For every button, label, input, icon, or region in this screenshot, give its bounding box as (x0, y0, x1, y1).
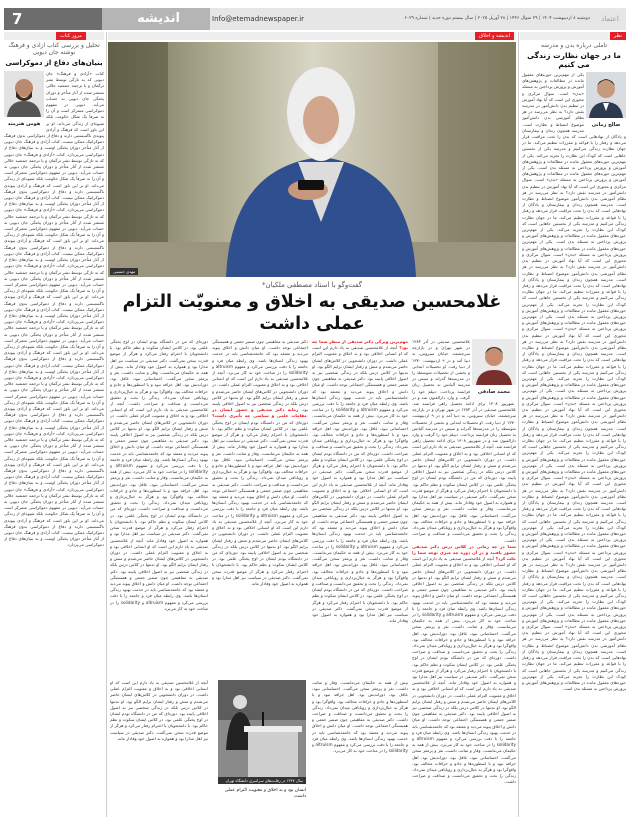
body-text: دکتر صدیقی به مفاهیمی چون ضمیر جمعی و همبستگی اجتماعی توجه داشت. او میان دانش و اخلاق پیوند می‌دید و معتقد بود که جامعه‌شناسی باید در خدمت بهبود زندگی انسان‌ها باشد. وی رابطه میان فرد و جامعه را با دقت بررسی می‌کرد و مفهوم altruism و solidarity را در مباحث خود به کار می‌برد. (110, 568, 208, 611)
body-text: بیش از همه به حکیمان می‌مانست. وقار و متانت داشت، نغز و پرمغز سخن می‌گفت. احساساتی نبود، عاقل بود، دوراندیش بود. اهل خرافه نبود و با اسطوره‌ها و جادو و خرافات مخالف بود. واقع‌گرا بود و هرگز به خیال‌پردازی و رویابافی میدان نمی‌داد. زندگی را بحث و تحقیق می‌دانست و صداقت و صراحت داشت. (312, 549, 408, 593)
body-text: آنچه از غلامحسین صدیقی به یاد دارم این است که او انسانی اخلاقی بود و به اخلاق و معنویت التزام عملی داشت. در دوران دانشجویی در کلاس‌های ایشان حاضر می‌شدم و منش و رفتار ایشان برایم الگو بود. او نه‌تنها در کلاس درس بلکه در زندگی شخصی نیز به اصول اخلاقی پایبند بود. (110, 680, 208, 717)
author-name: هومن هنرمند (7, 121, 41, 127)
main-column-4 (110, 339, 208, 674)
article-body: کتاب «آزادی و فرهنگ» جان دیویی که به تازگی توسط نشر ترگمان و با ترجمه جمشید جلالی منتشر شده از آثار متأخر و دوران پختگی جان دیویی به حساب می‌آید. دیویی در مفهوم دموکراسی متمرکز است و آن را نه صرفاً یک شکل حکومت بلکه شیوه‌ای از زندگی می‌داند. او بر این باور است که فرهنگ و آزادی پیوندی ناگسستنی دارند و دفاع از دموکراسی بدون فرهنگ دموکراتیک ممکن نیست. کتاب آزادی و فرهنگ جان دیویی از آثار متأخر دوران پختگی اوست و به بنیان‌های دفاع از دموکراسی می‌پردازد. (4, 486, 104, 548)
body-text: بیش از همه به حکیمان می‌مانست. وقار و متانت داشت، نغز و پرمغز سخن می‌گفت. احساساتی نبود، عاقل بود، دوراندیش بود. اهل خرافه نبود و با اسطوره‌ها و جادو و خرافات مخالف بود. واقع‌گرا بود و هرگز به خیال‌پردازی و رویابافی میدان نمی‌داد. زندگی را بحث و تحقیق می‌دانست و صداقت و صراحت داشت. (212, 444, 308, 487)
body-text: دوره‌ای که من در دانشگاه بودم ایشان در اوج پختگی علمی بود. در کلاس ایشان سکوت و نظم حاکم بود. با دانشجویان با احترام رفتار می‌کرد و هرگز از موضع قدرت سخن نمی‌گفت. دکتر صدیقی در سیاست نیز اهل مدارا بود و همواره به اصول خود وفادار ماند. (110, 339, 208, 369)
article-body: کتاب «آزادی و فرهنگ» جان دیویی که به تازگی توسط نشر ترگمان و با ترجمه جمشید جلالی منتشر شده از آثار متأخر و دوران پختگی جان دیویی به حساب می‌آید. دیویی در مفهوم دموکراسی متمرکز است و آن را نه صرفاً یک شکل حکومت بلکه شیوه‌ای از زندگی می‌داند. او بر این باور است که فرهنگ و آزادی پیوندی ناگسستنی دارند و دفاع از دموکراسی بدون فرهنگ دموکراتیک ممکن نیست. کتاب آزادی و فرهنگ جان دیویی از آثار متأخر دوران پختگی اوست و به بنیان‌های دفاع از دموکراسی می‌پردازد. (4, 207, 104, 269)
body-text: دکتر صدیقی به مفاهیمی چون ضمیر جمعی و همبستگی اجتماعی توجه داشت. او میان دانش و اخلاق پیوند می‌دید و معتقد بود که جامعه‌شناسی باید در خدمت بهبود زندگی انسان‌ها باشد. وی رابطه میان فرد و جامعه را با دقت بررسی می‌کرد و مفهوم altruism و solidarity را در مباحث خود به کار می‌برد. (312, 376, 408, 419)
article-body: یکی از مهم‌ترین حوزه‌های مغفول مانده در مطالعات و پژوهش‌های آموزش و پرورش پرداختن به مسئله «بدن» است. سوال مرکزی و محوری این است که آیا نهاد آموزش در تنظیم بدن دانش‌آموز در مدرسه نقش دارد؟ به نظر می‌رسد در هر نظام آموزشی بدن دانش‌آموز موضوع انضباط و نظارت است. مدرسه همچون زندان و بیمارستان و پادگان از نهادهایی است که بدن را تحت مراقبت قرار می‌دهد و رفتار را با قواعد و مقررات تنظیم می‌کند. ما در جهان نظارت زندگی می‌کنیم و مدرسه یکی از نخستین جاهایی است که کودک این نظارت را تجربه می‌کند. یکی از مهم‌ترین حوزه‌های مغفول مانده در مطالعات و پژوهش‌های آموزش و پرورش پرداختن به مسئله بدن است. (522, 388, 626, 468)
section-bar-main (108, 32, 516, 40)
photo-caption: سال ۱۳۴۷ در رقابت‌های سراسری دانشگاه تهران (218, 777, 306, 784)
page-number: 7 (4, 8, 102, 30)
article-body: کتاب «آزادی و فرهنگ» جان دیویی که به تازگی توسط نشر ترگمان و با ترجمه جمشید جلالی منتشر شده از آثار متأخر و دوران پختگی جان دیویی به حساب می‌آید. دیویی در مفهوم دموکراسی متمرکز است و آن را نه صرفاً یک شکل حکومت بلکه شیوه‌ای از زندگی می‌داند. او بر این باور است که فرهنگ و آزادی پیوندی ناگسستنی دارند و دفاع از دموکراسی بدون فرهنگ دموکراتیک ممکن نیست. کتاب آزادی و فرهنگ جان دیویی از آثار متأخر دوران پختگی اوست و به بنیان‌های دفاع از دموکراسی می‌پردازد. (4, 71, 104, 157)
archive-photo (218, 680, 306, 784)
main-column-4b (110, 680, 208, 804)
body-text: بیش از همه به حکیمان می‌مانست. وقار و متانت داشت، نغز و پرمغز سخن می‌گفت. احساساتی نبود، عاقل بود، دوراندیش بود. اهل خرافه نبود و با اسطوره‌ها و جادو و خرافات مخالف بود. واقع‌گرا بود و هرگز به خیال‌پردازی و رویابافی میدان نمی‌داد. زندگی را بحث و تحقیق می‌دانست و صداقت و صراحت داشت. (110, 469, 208, 512)
date-line (330, 8, 590, 30)
body-text: دکتر صدیقی به مفاهیمی چون ضمیر جمعی و همبستگی اجتماعی توجه داشت. او میان دانش و اخلاق پیوند می‌دید و معتقد بود که جامعه‌شناسی باید در خدمت بهبود زندگی انسان‌ها باشد. وی رابطه میان فرد و جامعه را با دقت بررسی می‌کرد و مفهوم altruism و solidarity را در مباحث خود به کار می‌برد. (312, 512, 408, 555)
main-headline: غلامحسین صدیقی به اخلاق و معنویّت التزام عملی داشت (122, 292, 502, 334)
main-kicker: گفت‌وگو با استاد مصطفی ملکیان* (262, 281, 362, 289)
article-body: یکی از مهم‌ترین حوزه‌های مغفول مانده در مطالعات و پژوهش‌های آموزش و پرورش پرداختن به مسئله «بدن» است. سوال مرکزی و محوری این است که آیا نهاد آموزش در تنظیم بدن دانش‌آموز در مدرسه نقش دارد؟ به نظر می‌رسد در هر نظام آموزشی بدن دانش‌آموز موضوع انضباط و نظارت است. مدرسه همچون زندان و بیمارستان و پادگان از نهادهایی است که بدن را تحت مراقبت قرار می‌دهد و رفتار را با قواعد و مقررات تنظیم می‌کند. ما در جهان نظارت زندگی می‌کنیم و مدرسه یکی از نخستین جاهایی است که کودک این نظارت را تجربه می‌کند. یکی از مهم‌ترین حوزه‌های مغفول مانده در مطالعات و پژوهش‌های آموزش و پرورش پرداختن به مسئله بدن است. (522, 165, 626, 245)
article-body: یکی از مهم‌ترین حوزه‌های مغفول مانده در مطالعات و پژوهش‌های آموزش و پرورش پرداختن به مسئله «بدن» است. سوال مرکزی و محوری این است که آیا نهاد آموزش در تنظیم بدن دانش‌آموز در مدرسه نقش دارد؟ به نظر می‌رسد در هر نظام آموزشی بدن دانش‌آموز موضوع انضباط و نظارت است. مدرسه همچون زندان و بیمارستان و پادگان از نهادهایی است که بدن را تحت مراقبت قرار می‌دهد و رفتار را با قواعد و مقررات تنظیم می‌کند. ما در جهان نظارت زندگی می‌کنیم و مدرسه یکی از نخستین جاهایی است که کودک این نظارت را تجربه می‌کند. یکی از مهم‌ترین حوزه‌های مغفول مانده در مطالعات و پژوهش‌های آموزش و پرورش پرداختن به مسئله بدن است. (522, 462, 626, 543)
article-body: یکی از مهم‌ترین حوزه‌های مغفول مانده در مطالعات و پژوهش‌های آموزش و پرورش پرداختن به مسئله «بدن» است. سوال مرکزی و محوری این است که آیا نهاد آموزش در تنظیم بدن دانش‌آموز در مدرسه نقش دارد؟ به نظر می‌رسد در هر نظام آموزشی بدن دانش‌آموز موضوع انضباط و نظارت است. مدرسه همچون زندان و بیمارستان و پادگان از نهادهایی است که بدن را تحت مراقبت قرار می‌دهد و رفتار را با قواعد و مقررات تنظیم می‌کند. ما در جهان نظارت زندگی می‌کنیم و مدرسه یکی از نخستین جاهایی است که کودک این نظارت را تجربه می‌کند. یکی از مهم‌ترین حوزه‌های مغفول مانده در مطالعات و پژوهش‌های آموزش و پرورش پرداختن به مسئله بدن است. (522, 239, 626, 319)
photo-pullquote: انسان بود و به اخلاق و معنویت التزام عملی داشت. (224, 788, 306, 799)
body-text: دوره‌ای که من در دانشگاه بودم ایشان در اوج پختگی علمی بود. در کلاس ایشان سکوت و نظم حاکم بود. با دانشجویان با احترام رفتار می‌کرد و هرگز از موضع قدرت سخن نمی‌گفت. دکتر صدیقی در سیاست نیز اهل مدارا بود و همواره به اصول خود وفادار ماند. (412, 655, 516, 686)
article-kicker: تحلیل و بررسی کتاب آزادی و فرهنگ نوشته جان دیویی (8, 42, 100, 56)
article-body: کتاب «آزادی و فرهنگ» جان دیویی که به تازگی توسط نشر ترگمان و با ترجمه جمشید جلالی منتشر شده از آثار متأخر و دوران پختگی جان دیویی به حساب می‌آید. دیویی در مفهوم دموکراسی متمرکز است و آن را نه صرفاً یک شکل حکومت بلکه شیوه‌ای از زندگی می‌داند. او بر این باور است که فرهنگ و آزادی پیوندی ناگسستنی دارند و دفاع از دموکراسی بدون فرهنگ دموکراتیک ممکن نیست. کتاب آزادی و فرهنگ جان دیویی از آثار متأخر دوران پختگی اوست و به بنیان‌های دفاع از دموکراسی می‌پردازد. (4, 319, 104, 380)
divider (518, 32, 519, 817)
intro-text: غلامحسین صدیقی در آذر ۱۲۸۴ در شهر تهران و در بازارچه سرچشمه، خیابان سیروس، به دنیا آمد و در ۹ اردیبهشت ۱۳۷۰ از دنیا رفت. او تحصیلات ابتدایی و بخشی از تحصیلات متوسطه را در مدرسه‌ها گذراند و سپس در مدرسه آلیانس به تحصیل زبان فرانسه پرداخت. دیپلم خود را گرفت و وارد دارالفنون شد و در شهریور ۱۳۰۸ برای ادامه تحصیل راهی فرانسه شد. (412, 339, 515, 407)
body-text: آنچه از غلامحسین صدیقی به یاد دارم این است که او انسانی اخلاقی بود و به اخلاق و معنویت التزام عملی داشت. در دوران دانشجویی در کلاس‌های ایشان حاضر می‌شدم و منش و رفتار ایشان برایم الگو بود. او نه‌تنها در کلاس درس بلکه در زندگی شخصی نیز به اصول اخلاقی پایبند بود. (110, 401, 208, 444)
article-body: یکی از مهم‌ترین حوزه‌های مغفول مانده در مطالعات و پژوهش‌های آموزش و پرورش پرداختن به مسئله «بدن» است. سوال مرکزی و محوری این است که آیا نهاد آموزش در تنظیم بدن دانش‌آموز در مدرسه نقش دارد؟ به نظر می‌رسد در هر نظام آموزشی بدن دانش‌آموز موضوع انضباط و نظارت است. مدرسه همچون زندان و بیمارستان و پادگان از نهادهایی است که بدن را تحت مراقبت قرار می‌دهد و رفتار را با قواعد و مقررات تنظیم می‌کند. ما در جهان نظارت زندگی می‌کنیم و مدرسه یکی از نخستین جاهایی است که کودک این نظارت را تجربه می‌کند. یکی از مهم‌ترین حوزه‌های مغفول مانده در مطالعات و پژوهش‌های آموزش و پرورش پرداختن به مسئله بدن است. (522, 611, 626, 692)
main-column-1 (412, 339, 516, 804)
body-text: دوره‌ای که من در دانشگاه بودم ایشان در اوج پختگی علمی بود. در کلاس ایشان سکوت و نظم حاکم بود. با دانشجویان با احترام رفتار می‌کرد و هرگز از موضع قدرت سخن نمی‌گفت. دکتر صدیقی در سیاست نیز اهل مدارا بود و همواره به اصول خود وفادار ماند. (212, 419, 308, 450)
body-text: دوره‌ای که من در دانشگاه بودم ایشان در اوج پختگی علمی بود. در کلاس ایشان سکوت و نظم حاکم بود. با دانشجویان با احترام رفتار می‌کرد و هرگز از موضع قدرت سخن نمی‌گفت. دکتر صدیقی در سیاست نیز اهل مدارا بود و همواره به اصول خود وفادار ماند. (412, 475, 516, 506)
article-body: کتاب «آزادی و فرهنگ» جان دیویی که به تازگی توسط نشر ترگمان و با ترجمه جمشید جلالی منتشر شده از آثار متأخر و دوران پختگی جان دیویی به حساب می‌آید. دیویی در مفهوم دموکراسی متمرکز است و آن را نه صرفاً یک شکل حکومت بلکه شیوه‌ای از زندگی می‌داند. او بر این باور است که فرهنگ و آزادی پیوندی ناگسستنی دارند و دفاع از دموکراسی بدون فرهنگ دموکراتیک ممکن نیست. کتاب آزادی و فرهنگ جان دیویی از آثار متأخر دوران پختگی اوست و به بنیان‌های دفاع از دموکراسی می‌پردازد. (4, 374, 104, 436)
body-text: دوره‌ای که من در دانشگاه بودم ایشان در اوج پختگی علمی بود. در کلاس ایشان سکوت و نظم حاکم بود. با دانشجویان با احترام رفتار می‌کرد و هرگز از موضع قدرت سخن نمی‌گفت. دکتر صدیقی در سیاست نیز اهل مدارا بود و همواره به اصول خود وفادار ماند. (212, 549, 308, 586)
email-link[interactable]: Info@etemadnewspaper.ir (212, 15, 305, 23)
article-title: بنیان‌های دفاع از دموکراسی (5, 59, 103, 67)
body-text: بیش از همه به حکیمان می‌مانست. وقار و متانت داشت، نغز و پرمغز سخن می‌گفت. احساساتی نبود، عاقل بود، دوراندیش بود. اهل خرافه نبود و با اسطوره‌ها و جادو و خرافات مخالف بود. واقع‌گرا بود و هرگز به خیال‌پردازی و رویابافی میدان نمی‌داد. زندگی را بحث و تحقیق می‌دانست و صداقت و صراحت داشت. (312, 680, 408, 723)
question: مهم‌ترین ویژگی دکتر صدیقی از منظر شما چه بود؟ (312, 339, 408, 351)
date-text: دوشنبه ۸ اردیبهشت ۱۴۰۴ | ۲۹ شوال ۱۴۴۶ | ۲۸ آوریل ۲۰۲۵ | سال بیستم دوره جدید | شماره ۶۰۲۹ (404, 16, 590, 21)
main-photo (108, 42, 516, 277)
article-body: کتاب «آزادی و فرهنگ» جان دیویی که به تازگی توسط نشر ترگمان و با ترجمه جمشید جلالی منتشر شده از آثار متأخر و دوران پختگی جان دیویی به حساب می‌آید. دیویی در مفهوم دموکراسی متمرکز است و آن را نه صرفاً یک شکل حکومت بلکه شیوه‌ای از زندگی می‌داند. او بر این باور است که فرهنگ و آزادی پیوندی ناگسستنی دارند و دفاع از دموکراسی بدون فرهنگ دموکراتیک ممکن نیست. کتاب آزادی و فرهنگ جان دیویی از آثار متأخر دوران پختگی اوست و به بنیان‌های دفاع از دموکراسی می‌پردازد. (4, 430, 104, 492)
photo-credit: مهدی حسینی (110, 268, 138, 275)
main-column-2b (312, 680, 408, 804)
article-body: یکی از مهم‌ترین حوزه‌های مغفول مانده در مطالعات و پژوهش‌های آموزش و پرورش پرداختن به مسئله «بدن» است. سوال مرکزی و محوری این است که آیا نهاد آموزش در تنظیم بدن دانش‌آموز در مدرسه نقش دارد؟ به نظر می‌رسد در هر نظام آموزشی بدن دانش‌آموز موضوع انضباط و نظارت است. مدرسه همچون زندان و بیمارستان و پادگان از نهادهایی است که بدن را تحت مراقبت قرار می‌دهد و رفتار را با قواعد و مقررات تنظیم می‌کند. ما در جهان نظارت زندگی می‌کنیم و مدرسه یکی از نخستین جاهایی است که کودک این نظارت را تجربه می‌کند. یکی از مهم‌ترین حوزه‌های مغفول مانده در مطالعات و پژوهش‌های آموزش و پرورش پرداختن به مسئله بدن است. (522, 313, 626, 394)
body-text: آنچه از غلامحسین صدیقی به یاد دارم این است که او انسانی اخلاقی بود و به اخلاق و معنویت التزام عملی داشت. در دوران دانشجویی در کلاس‌های ایشان حاضر می‌شدم و منش و رفتار ایشان برایم الگو بود. او نه‌تنها در کلاس درس بلکه در زندگی شخصی نیز به اصول اخلاقی پایبند بود. (212, 370, 308, 413)
body-text: دکتر صدیقی به مفاهیمی چون ضمیر جمعی و همبستگی اجتماعی توجه داشت. او میان دانش و اخلاق پیوند می‌دید و معتقد بود که جامعه‌شناسی باید در خدمت بهبود زندگی انسان‌ها باشد. وی رابطه میان فرد و جامعه را با دقت بررسی می‌کرد و مفهوم altruism و solidarity را در مباحث خود به کار می‌برد. (212, 339, 308, 376)
tag-book-review: مرور کتاب (56, 32, 86, 40)
tag-thought-ethics: اندیشه و اخلاق (475, 32, 514, 40)
question: شما در چه زمانی در کلاس درس دکتر صدیقی حضور یافتید و در آن دوره چه چیزی توجه شما را جلب کرد؟ (412, 543, 516, 562)
intro-text: غلامحسین صدیقی در آذر ۱۲۸۴ در شهر تهران و در بازارچه سرچشمه، خیابان سیروس، به دنیا آمد و در ۹ اردیبهشت ۱۳۷۰ از دنیا رفت. او تحصیلات ابتدایی و بخشی از تحصیلات متوسطه را در مدرسه‌ها گذراند و سپس در مدرسه آلیانس به تحصیل زبان فرانسه پرداخت. دیپلم خود را گرفت و وارد دارالفنون شد و در شهریور ۱۳۰۸ برای ادامه تحصیل راهی فرانسه شد. (412, 407, 516, 450)
byline-photo (472, 339, 516, 393)
body-text: دکتر صدیقی به مفاهیمی چون ضمیر جمعی و همبستگی اجتماعی توجه داشت. او میان دانش و اخلاق پیوند می‌دید و معتقد بود که جامعه‌شناسی باید در خدمت بهبود زندگی انسان‌ها باشد. وی رابطه میان فرد و جامعه را با دقت بررسی می‌کرد و مفهوم altruism و solidarity را در مباحث خود به کار می‌برد. (110, 438, 208, 475)
author-photo (4, 71, 44, 125)
body-text: آنچه از غلامحسین صدیقی به یاد دارم این است که او انسانی اخلاقی بود و به اخلاق و معنویت التزام عملی داشت. در دوران دانشجویی در کلاس‌های ایشان حاضر می‌شدم و منش و رفتار ایشان برایم الگو بود. او نه‌تنها در کلاس درس بلکه در زندگی شخصی نیز به اصول اخلاقی پایبند بود. (110, 537, 208, 574)
author-name: صالح زمانی (591, 122, 621, 128)
body-text: دکتر صدیقی به مفاهیمی چون ضمیر جمعی و همبستگی اجتماعی توجه داشت. او میان دانش و اخلاق پیوند می‌دید و معتقد بود که جامعه‌شناسی باید در خدمت بهبود زندگی انسان‌ها باشد. وی رابطه میان فرد و جامعه را با دقت بررسی می‌کرد و مفهوم altruism و solidarity را در مباحث خود به کار می‌برد. (412, 711, 516, 748)
body-text: آنچه از غلامحسین صدیقی به یاد دارم این است که او انسانی اخلاقی بود و به اخلاق و معنویت التزام عملی داشت. در دوران دانشجویی در کلاس‌های ایشان حاضر می‌شدم و منش و رفتار ایشان برایم الگو بود. او نه‌تنها در کلاس درس بلکه در زندگی شخصی نیز به اصول اخلاقی پایبند بود. (412, 680, 516, 717)
article-body: کتاب «آزادی و فرهنگ» جان دیویی که به تازگی توسط نشر ترگمان و با ترجمه جمشید جلالی منتشر شده از آثار متأخر و دوران پختگی جان دیویی به حساب می‌آید. دیویی در مفهوم دموکراسی متمرکز است و آن را نه صرفاً یک شکل حکومت بلکه شیوه‌ای از زندگی می‌داند. او بر این باور است که فرهنگ و آزادی پیوندی ناگسستنی دارند و دفاع از دموکراسی بدون فرهنگ دموکراتیک ممکن نیست. کتاب آزادی و فرهنگ جان دیویی از آثار متأخر دوران پختگی اوست و به بنیان‌های دفاع از دموکراسی می‌پردازد. (4, 151, 104, 213)
body-text: بیش از همه به حکیمان می‌مانست. وقار و متانت داشت، نغز و پرمغز سخن می‌گفت. احساساتی نبود، عاقل بود، دوراندیش بود. اهل خرافه نبود و با اسطوره‌ها و جادو و خرافات مخالف بود. واقع‌گرا بود و هرگز به خیال‌پردازی و رویابافی میدان نمی‌داد. زندگی را بحث و تحقیق می‌دانست و صداقت و صراحت داشت. (312, 413, 408, 456)
body-text: بیش از همه به حکیمان می‌مانست. وقار و متانت داشت، نغز و پرمغز سخن می‌گفت. احساساتی نبود، عاقل بود، دوراندیش بود. اهل خرافه نبود و با اسطوره‌ها و جادو و خرافات مخالف بود. واقع‌گرا بود و هرگز به خیال‌پردازی و رویابافی میدان نمی‌داد. زندگی را بحث و تحقیق می‌دانست و صداقت و صراحت داشت. (412, 742, 516, 785)
book-review-article (4, 42, 104, 817)
body-text: بیش از همه به حکیمان می‌مانست. وقار و متانت داشت، نغز و پرمغز سخن می‌گفت. احساساتی نبود، عاقل بود، دوراندیش بود. اهل خرافه نبود و با اسطوره‌ها و جادو و خرافات مخالف بود. واقع‌گرا بود و هرگز به خیال‌پردازی و رویابافی میدان نمی‌داد. زندگی را بحث و تحقیق می‌دانست و صداقت و صراحت داشت. (412, 618, 516, 661)
body-text: آنچه از غلامحسین صدیقی به یاد دارم این است که او انسانی اخلاقی بود و به اخلاق و معنویت التزام عملی داشت. در دوران دانشجویی در کلاس‌های ایشان حاضر می‌شدم و منش و رفتار ایشان برایم الگو بود. او نه‌تنها در کلاس درس بلکه در زندگی شخصی نیز به اصول اخلاقی پایبند بود. (412, 556, 516, 593)
tag-opinion: نظر (610, 32, 626, 40)
body-text: دکتر صدیقی به مفاهیمی چون ضمیر جمعی و همبستگی اجتماعی توجه داشت. او میان دانش و اخلاق پیوند می‌دید و معتقد بود که جامعه‌شناسی باید در خدمت بهبود زندگی انسان‌ها باشد. وی رابطه میان فرد و جامعه را با دقت بررسی می‌کرد و مفهوم altruism و solidarity را در مباحث خود به کار می‌برد. (212, 481, 308, 524)
article-body: یکی از مهم‌ترین حوزه‌های مغفول مانده در مطالعات و پژوهش‌های آموزش و پرورش پرداختن به مسئله «بدن» است. سوال مرکزی و محوری این است که آیا نهاد آموزش در تنظیم بدن دانش‌آموز در مدرسه نقش دارد؟ به نظر می‌رسد در هر نظام آموزشی بدن دانش‌آموز موضوع انضباط و نظارت است. مدرسه همچون زندان و بیمارستان و پادگان از نهادهایی است که بدن را تحت مراقبت قرار می‌دهد و رفتار را با قواعد و مقررات تنظیم می‌کند. ما در جهان نظارت زندگی می‌کنیم و مدرسه یکی از نخستین جاهایی است که کودک این نظارت را تجربه می‌کند. یکی از مهم‌ترین حوزه‌های مغفول مانده در مطالعات و پژوهش‌های آموزش و پرورش پرداختن به مسئله بدن است. (522, 72, 626, 171)
question: زمانه دکتر صدیقی و حضور ایشان در مقامات علمی و سیاسی چه تأثیری داشت؟ (212, 407, 307, 419)
author-photo (586, 72, 626, 126)
body-text: آنچه از غلامحسین صدیقی به یاد دارم این است که او انسانی اخلاقی بود و به اخلاق و معنویت التزام عملی داشت. در دوران دانشجویی در کلاس‌های ایشان حاضر می‌شدم و منش و رفتار ایشان برایم الگو بود. او نه‌تنها در کلاس درس بلکه در زندگی شخصی نیز به اصول اخلاقی پایبند بود. (412, 444, 516, 481)
section-bar-left (4, 32, 104, 40)
body-text: دکتر صدیقی به مفاهیمی چون ضمیر جمعی و همبستگی اجتماعی توجه داشت. او میان دانش و اخلاق پیوند می‌دید و معتقد بود که جامعه‌شناسی باید در خدمت بهبود زندگی انسان‌ها باشد. وی رابطه میان فرد و جامعه را با دقت بررسی می‌کرد و مفهوم altruism و solidarity را در مباحث خود به کار می‌برد. (412, 587, 516, 624)
body-text: آنچه از غلامحسین صدیقی به یاد دارم این است که او انسانی اخلاقی بود و به اخلاق و معنویت التزام عملی داشت. در دوران دانشجویی در کلاس‌های ایشان حاضر می‌شدم و منش و رفتار ایشان برایم الگو بود. او نه‌تنها در کلاس درس بلکه در زندگی شخصی نیز به اصول اخلاقی پایبند بود. (312, 345, 408, 382)
body-text: بیش از همه به حکیمان می‌مانست. وقار و متانت داشت، نغز و پرمغز سخن می‌گفت. احساساتی نبود، عاقل بود، دوراندیش بود. اهل خرافه نبود و با اسطوره‌ها و جادو و خرافات مخالف بود. واقع‌گرا بود و هرگز به خیال‌پردازی و رویابافی میدان نمی‌داد. زندگی را بحث و تحقیق می‌دانست و صداقت و صراحت داشت. (412, 500, 516, 543)
article-title: ما در جهان نظارت زندگی می کنیم (527, 51, 621, 69)
body-text: دکتر صدیقی به مفاهیمی چون ضمیر جمعی و همبستگی اجتماعی توجه داشت. او میان دانش و اخلاق پیوند می‌دید و معتقد بود که جامعه‌شناسی باید در خدمت بهبود زندگی انسان‌ها باشد. وی رابطه میان فرد و جامعه را با دقت بررسی می‌کرد و مفهوم altruism و solidarity را در مباحث خود به کار می‌برد. (312, 717, 408, 754)
byline-name: محمد صادقی (477, 389, 511, 395)
body-text: آنچه از غلامحسین صدیقی به یاد دارم این است که او انسانی اخلاقی بود و به اخلاق و معنویت التزام عملی داشت. در دوران دانشجویی در کلاس‌های ایشان حاضر می‌شدم و منش و رفتار ایشان برایم الگو بود. او نه‌تنها در کلاس درس بلکه در زندگی شخصی نیز به اصول اخلاقی پایبند بود. (312, 481, 408, 518)
section-title: اندیشه (102, 8, 210, 30)
body-text: دوره‌ای که من در دانشگاه بودم ایشان در اوج پختگی علمی بود. در کلاس ایشان سکوت و نظم حاکم بود. با دانشجویان با احترام رفتار می‌کرد و هرگز از موضع قدرت سخن نمی‌گفت. دکتر صدیقی در سیاست نیز اهل مدارا بود و همواره به اصول خود وفادار ماند. (312, 450, 408, 487)
body-text: آنچه از غلامحسین صدیقی به یاد دارم این است که او انسانی اخلاقی بود و به اخلاق و معنویت التزام عملی داشت. در دوران دانشجویی در کلاس‌های ایشان حاضر می‌شدم و منش و رفتار ایشان برایم الگو بود. او نه‌تنها در کلاس درس بلکه در زندگی شخصی نیز به اصول اخلاقی پایبند بود. (212, 518, 308, 555)
main-column-3 (212, 339, 308, 674)
body-text: دوره‌ای که من در دانشگاه بودم ایشان در اوج پختگی علمی بود. در کلاس ایشان سکوت و نظم حاکم بود. با دانشجویان با احترام رفتار می‌کرد و هرگز از موضع قدرت سخن نمی‌گفت. دکتر صدیقی در سیاست نیز اهل مدارا بود و همواره به اصول خود وفادار ماند. (110, 506, 208, 543)
opinion-article (522, 42, 626, 817)
divider (106, 32, 107, 817)
article-body: یکی از مهم‌ترین حوزه‌های مغفول مانده در مطالعات و پژوهش‌های آموزش و پرورش پرداختن به مسئله «بدن» است. سوال مرکزی و محوری این است که آیا نهاد آموزش در تنظیم بدن دانش‌آموز در مدرسه نقش دارد؟ به نظر می‌رسد در هر نظام آموزشی بدن دانش‌آموز موضوع انضباط و نظارت است. مدرسه همچون زندان و بیمارستان و پادگان از نهادهایی است که بدن را تحت مراقبت قرار می‌دهد و رفتار را با قواعد و مقررات تنظیم می‌کند. ما در جهان نظارت زندگی می‌کنیم و مدرسه یکی از نخستین جاهایی است که کودک این نظارت را تجربه می‌کند. یکی از مهم‌ترین حوزه‌های مغفول مانده در مطالعات و پژوهش‌های آموزش و پرورش پرداختن به مسئله بدن است. (522, 537, 626, 617)
newspaper-logo: اعتماد (601, 15, 619, 23)
article-kicker: تاملی درباره بدن و مدرسه (540, 42, 608, 49)
article-body: کتاب «آزادی و فرهنگ» جان دیویی که به تازگی توسط نشر ترگمان و با ترجمه جمشید جلالی منتشر شده از آثار متأخر و دوران پختگی جان دیویی به حساب می‌آید. دیویی در مفهوم دموکراسی متمرکز است و آن را نه صرفاً یک شکل حکومت بلکه شیوه‌ای از زندگی می‌داند. او بر این باور است که فرهنگ و آزادی پیوندی ناگسستنی دارند و دفاع از دموکراسی بدون فرهنگ دموکراتیک ممکن نیست. کتاب آزادی و فرهنگ جان دیویی از آثار متأخر دوران پختگی اوست و به بنیان‌های دفاع از دموکراسی می‌پردازد. (4, 263, 104, 325)
body-text: بیش از همه به حکیمان می‌مانست. وقار و متانت داشت، نغز و پرمغز سخن می‌گفت. احساساتی نبود، عاقل بود، دوراندیش بود. اهل خرافه نبود و با اسطوره‌ها و جادو و خرافات مخالف بود. واقع‌گرا بود و هرگز به خیال‌پردازی و رویابافی میدان نمی‌داد. زندگی را بحث و تحقیق می‌دانست و صداقت و صراحت داشت. (110, 363, 208, 407)
main-column-2 (312, 339, 408, 674)
body-text: دوره‌ای که من در دانشگاه بودم ایشان در اوج پختگی علمی بود. در کلاس ایشان سکوت و نظم حاکم بود. با دانشجویان با احترام رفتار می‌کرد و هرگز از موضع قدرت سخن نمی‌گفت. دکتر صدیقی در سیاست نیز اهل مدارا بود و همواره به اصول خود وفادار ماند. (110, 711, 208, 741)
body-text: دوره‌ای که من در دانشگاه بودم ایشان در اوج پختگی علمی بود. در کلاس ایشان سکوت و نظم حاکم بود. با دانشجویان با احترام رفتار می‌کرد و هرگز از موضع قدرت سخن نمی‌گفت. دکتر صدیقی در سیاست نیز اهل مدارا بود و همواره به اصول خود وفادار ماند. (312, 587, 408, 624)
